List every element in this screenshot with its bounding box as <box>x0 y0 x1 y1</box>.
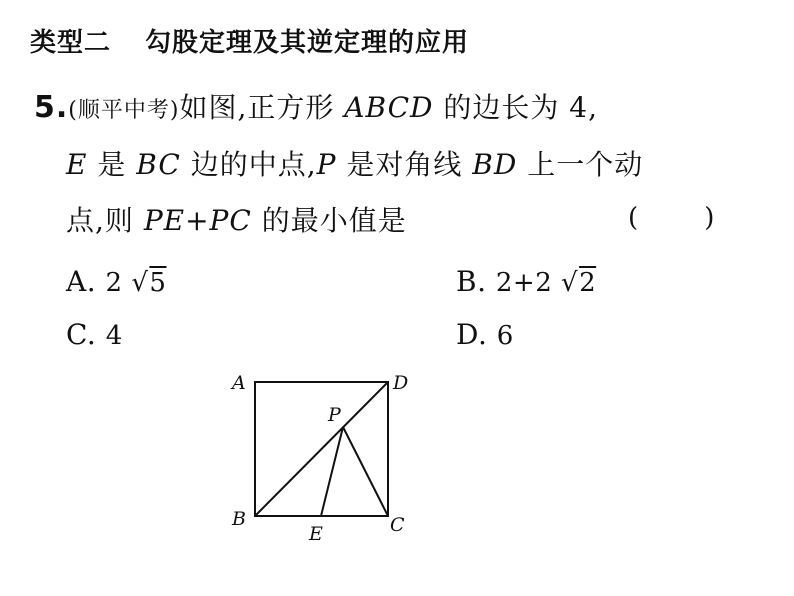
point-p-label: P <box>328 404 341 426</box>
expression: PE+PC <box>143 204 252 237</box>
segment-pe <box>321 427 343 516</box>
question-number: 5. <box>34 90 69 125</box>
label-bc-text: BC <box>136 148 181 181</box>
section-label: 类型二 <box>30 28 112 58</box>
option-b-radicand: 2 <box>579 268 597 298</box>
point-c-label: C <box>390 514 405 536</box>
answer-parentheses: ( ) <box>628 203 715 233</box>
point-d-label: D <box>393 372 409 394</box>
option-c-value: 4 <box>105 321 123 351</box>
question-text-1a: 如图,正方形 <box>179 91 335 124</box>
question-source: (顺平中考) <box>68 98 180 123</box>
question-text-2c: 是对角线 <box>346 148 463 181</box>
label-p-text: P <box>316 148 337 181</box>
point-a-label: A <box>232 372 246 394</box>
option-d-label: D. <box>456 318 488 351</box>
option-b-value: 2+2 √2 <box>495 268 597 298</box>
diagonal-bd <box>255 382 388 516</box>
question-text-3a: 点,则 <box>66 204 134 237</box>
option-d-value: 6 <box>496 321 514 351</box>
option-b-prefix: 2+2 <box>495 268 553 298</box>
section-title: 勾股定理及其逆定理的应用 <box>145 28 470 58</box>
option-b-label: B. <box>456 265 487 298</box>
question-text-2a: 是 <box>97 148 127 181</box>
square-name: ABCD <box>344 91 434 124</box>
option-a-coef: 2 <box>105 268 123 298</box>
label-bd-text: BD <box>472 148 518 181</box>
question-text-3b: 的最小值是 <box>261 204 407 237</box>
question-text-2d: 上一个动 <box>527 148 644 181</box>
point-e-label: E <box>309 523 323 545</box>
label-e-text: E <box>66 148 88 181</box>
option-a-label: A. <box>66 265 97 298</box>
question-text-2b: 边的中点, <box>190 148 317 181</box>
question-text-1b: 的边长为 <box>443 91 560 124</box>
side-length: 4, <box>569 91 599 124</box>
option-a-value: 2 √5 <box>105 268 167 298</box>
segment-pc <box>343 427 388 516</box>
option-c-label: C. <box>66 318 97 351</box>
point-b-label: B <box>232 508 246 530</box>
option-a-radicand: 5 <box>149 268 167 298</box>
